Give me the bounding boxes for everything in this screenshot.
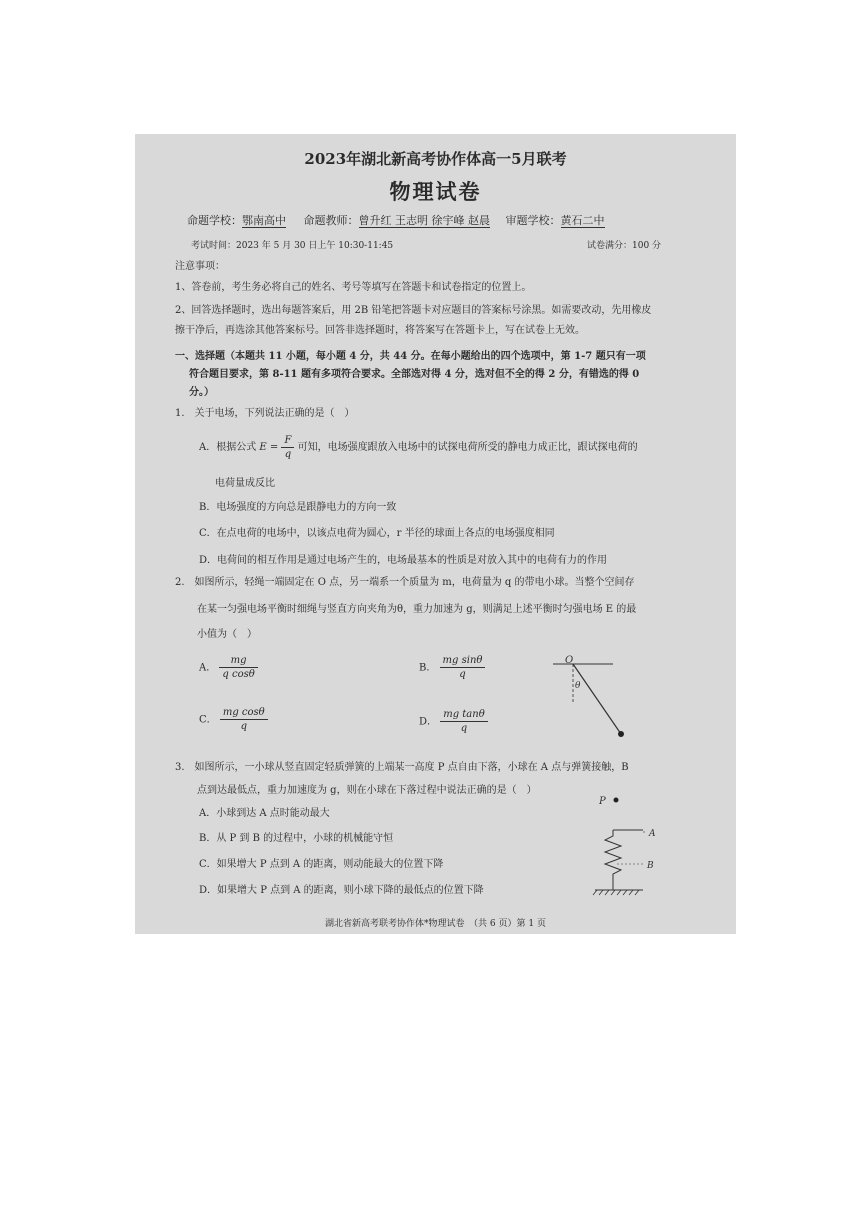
proposer-school-label: 命题学校： [187, 214, 242, 227]
notes-heading: 注意事项： [175, 261, 225, 272]
q2-c-den: q [240, 721, 247, 732]
q1-formula-lhs: E = [259, 442, 279, 453]
theta-label: θ [575, 681, 581, 691]
q1-a-prefix: A．根据公式 [199, 442, 257, 453]
subject-title: 物理试卷 [389, 179, 482, 204]
q2-option-c [199, 707, 268, 733]
q3-stem-line-2: 点到达最低点，重力加速度为 g，则在小球在下落过程中说法正确的是（ ） [197, 785, 537, 796]
q1-stem: 1. 关于电场，下列说法正确的是（ ） [175, 408, 355, 419]
page-footer: 湖北省新高考联考协作体*物理试卷 （共 6 页）第 1 页 [325, 919, 546, 929]
q2-b-fraction [440, 655, 486, 681]
q3-stem-line-1: 3. 如图所示，一小球从竖直固定轻质弹簧的上端某一高度 P 点自由下落，小球在 A 点与弹簧接触，B [175, 762, 629, 773]
q3-option-d: D．如果增大 P 点到 A 的距离，则小球下降的最低点的位置下降 [199, 885, 484, 896]
teachers: 曾升红 王志明 徐宇峰 赵晨 [358, 214, 490, 227]
q2-option-d [419, 709, 488, 735]
q2-stem-line-3: 小值为（ ） [197, 629, 257, 640]
section-1-heading: 一、选择题（本题共 11 小题，每小题 4 分，共 44 分。在每小题给出的四个选项中，第 1-7 题只有一项 [175, 351, 646, 362]
exam-time: 考试时间：2023 年 5 月 30 日上午 10:30-11:45 [191, 241, 394, 251]
q2-c-num: mg cosθ [220, 707, 268, 720]
charged-ball [618, 731, 624, 737]
falling-ball [614, 798, 619, 803]
q1-option-b: B．电场强度的方向总是跟静电力的方向一致 [199, 502, 397, 513]
q1-option-d: D．电荷间的相互作用是通过电场产生的，电场最基本的性质是对放入其中的电荷有力的作用 [199, 555, 608, 566]
q2-option-b [419, 655, 485, 681]
pendulum-figure [545, 654, 645, 744]
teachers-label: 命题教师： [303, 214, 359, 227]
point-o-label: O [565, 655, 574, 666]
reviewer-school: 黄石二中 [560, 214, 605, 227]
spring-coil [605, 830, 621, 890]
q2-d-fraction [440, 709, 488, 735]
q1-option-a-cont: 电荷量成反比 [215, 478, 275, 489]
point-p-label: P [599, 796, 606, 807]
section-1-heading-end: 分。） [189, 387, 214, 398]
proposer-school: 鄂南高中 [242, 214, 286, 227]
string-line [573, 664, 621, 734]
q1-formula-num: F [281, 435, 294, 448]
q2-stem-line-1: 2. 如图所示，轻绳一端固定在 O 点，另一端系一个质量为 m，电荷量为 q 的带电小球。当整个空间存 [175, 577, 635, 588]
notes-item-2-cont: 擦干净后，再选涂其他答案标号。回答非选择题时，将答案写在答题卡上，写在试卷上无效。 [175, 325, 585, 336]
q2-d-den: q [460, 723, 468, 734]
point-b-label: B [647, 861, 654, 871]
q2-b-label: B． [419, 662, 437, 674]
q1-option-c: C．在点电荷的电场中，以该点电荷为圆心，r 半径的球面上各点的电场强度相同 [199, 528, 555, 539]
q2-c-label: C． [199, 714, 217, 726]
q2-option-a [199, 655, 258, 681]
q1-formula-fraction [281, 435, 294, 461]
notes-item-1: 1、答卷前，考生务必将自己的姓名、考号等填写在答题卡和试卷指定的位置上。 [175, 282, 532, 293]
q2-a-fraction [219, 655, 257, 681]
q2-b-num: mg sinθ [440, 655, 486, 668]
q2-a-num: mg [219, 655, 257, 668]
reviewer-school-label: 审题学校： [505, 214, 561, 227]
full-score: 试卷满分：100 分 [587, 241, 662, 251]
q1-formula-den: q [284, 448, 292, 460]
ground-hatch [593, 890, 639, 895]
q2-b-den: q [459, 669, 466, 680]
q3-option-c: C．如果增大 P 点到 A 的距离，则动能最大的位置下降 [199, 859, 444, 870]
q1-a-suffix: 可知，电场强度跟放入电场中的试探电荷所受的静电力成正比，跟试探电荷的 [297, 442, 638, 453]
q2-a-label: A． [199, 662, 217, 674]
q2-a-den: q cosθ [222, 669, 255, 680]
proposer-line [187, 212, 605, 228]
exam-page [135, 134, 736, 934]
q3-option-a: A．小球到达 A 点时能动最大 [199, 808, 330, 819]
q1-option-a [199, 432, 638, 464]
q2-c-fraction [220, 707, 268, 733]
exam-title: 2023年湖北新高考协作体高一5月联考 [304, 150, 567, 168]
section-1-heading-cont: 符合题目要求，第 8-11 题有多项符合要求。全部选对得 4 分，选对但不全的得 2 分，有错选的得 0 [189, 369, 640, 380]
q2-stem-line-2: 在某一匀强电场平衡时细绳与竖直方向夹角为θ，重力加速为 g，则满足上述平衡时匀强电场 E 的最 [197, 604, 637, 615]
notes-item-2: 2、回答选择题时，选出每题答案后，用 2B 铅笔把答题卡对应题目的答案标号涂黑。如需要改动，先用橡皮 [175, 305, 652, 316]
q2-d-label: D． [419, 716, 438, 728]
q2-d-num: mg tanθ [440, 709, 488, 722]
spring-figure [591, 790, 671, 902]
q3-option-b: B．从 P 到 B 的过程中，小球的机械能守恒 [199, 833, 394, 844]
point-a-label: A [649, 829, 656, 839]
